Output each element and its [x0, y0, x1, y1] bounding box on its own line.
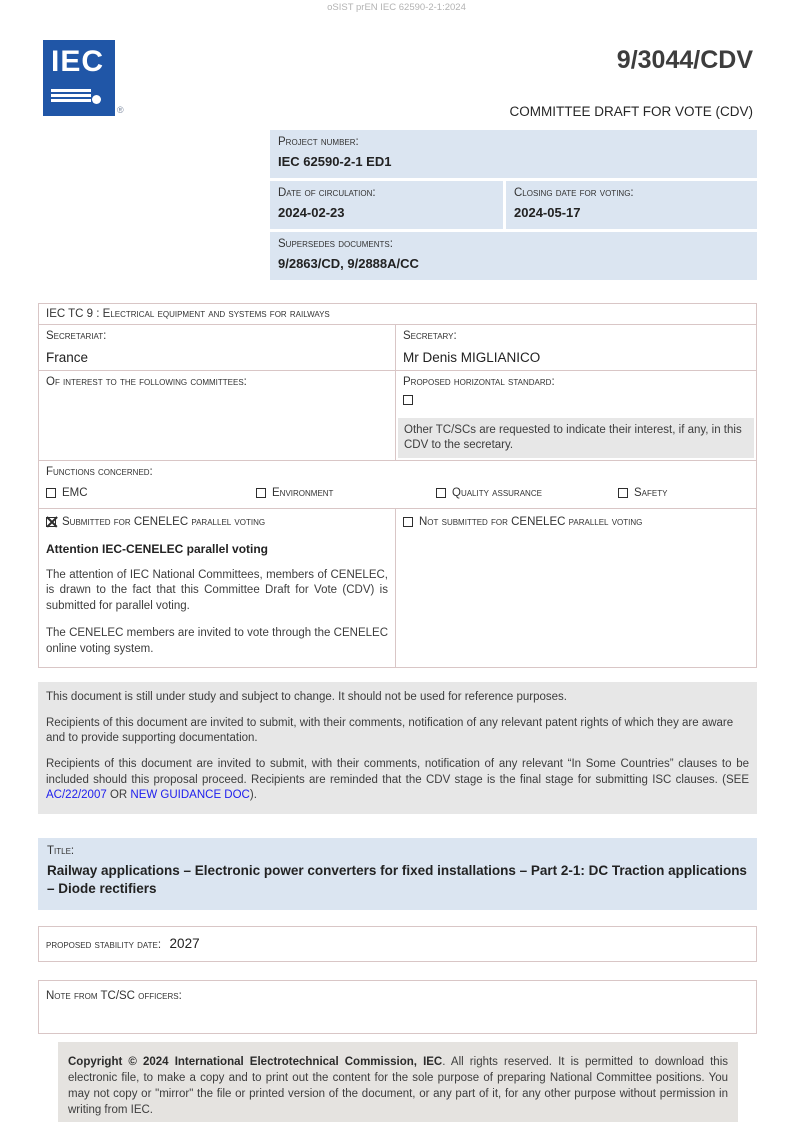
document-type-heading: COMMITTEE DRAFT FOR VOTE (CDV) [509, 104, 753, 119]
project-number-value: IEC 62590-2-1 ED1 [278, 154, 392, 169]
notice-paragraph-3 [46, 757, 749, 804]
environment-checkbox[interactable] [256, 488, 266, 498]
running-header: oSIST prEN IEC 62590-2-1:2024 [327, 2, 466, 13]
quality-assurance-checkbox[interactable] [436, 488, 446, 498]
registered-trademark-icon: ® [117, 105, 124, 115]
attention-heading: Attention IEC-CENELEC parallel voting [46, 541, 269, 556]
horizontal-standard-cell [396, 371, 756, 460]
emc-label: EMC [62, 486, 88, 499]
functions-row [39, 460, 756, 508]
copyright-text: . All rights reserved. It is permitted to download this electronic file, to make a copy and to print out the content for the sole purpose of preparing National Committee positions. You may not copy or "mirror" the file or printed version of the document, or any part of it, for any other purpose without permission in writing from IEC. [68, 1055, 728, 1117]
notice-box [38, 682, 757, 813]
iec-logo-lines-icon [51, 89, 103, 105]
iec-logo [43, 40, 115, 116]
closing-date-value: 2024-05-17 [514, 205, 581, 220]
submitted-label: Submitted for CENELEC parallel voting [62, 515, 266, 528]
supersedes-label: Supersedes documents: [278, 238, 393, 250]
interest-label: Of interest to the following committees: [46, 376, 247, 388]
secretariat-value: France [46, 350, 89, 365]
committee-name: IEC TC 9 : Electrical equipment and systems for railways [46, 308, 330, 320]
committee-table [38, 303, 757, 668]
notice-p3-or: OR [106, 789, 131, 802]
secretary-value: Mr Denis MIGLIANICO [403, 350, 541, 365]
secretariat-label: Secretariat: [46, 330, 107, 342]
date-of-circulation-value: 2024-02-23 [278, 205, 345, 220]
horizontal-standard-note: Other TC/SCs are requested to indicate their interest, if any, in this CDV to the secretary. [398, 418, 754, 458]
environment-label: Environment [272, 486, 334, 499]
function-safety [618, 487, 667, 499]
function-environment [256, 487, 436, 499]
quality-assurance-label: Quality assurance [452, 486, 542, 499]
not-submitted-label: Not submitted for CENELEC parallel voting [419, 515, 643, 528]
functions-label: Functions concerned: [46, 465, 153, 478]
interest-row [39, 370, 756, 460]
project-info-box [270, 130, 757, 280]
iec-logo-text: IEC [51, 45, 105, 78]
attention-paragraph-2: The CENELEC members are invited to vote through the CENELEC online voting system. [46, 627, 388, 655]
notice-p3-suffix: ). [249, 789, 257, 802]
secretary-label: Secretary: [403, 330, 457, 342]
supersedes-cell [270, 232, 757, 280]
new-guidance-doc-link[interactable]: NEW GUIDANCE DOC [130, 789, 250, 802]
title-box [38, 838, 757, 910]
submitted-checkbox[interactable] [46, 517, 56, 527]
project-number-cell [270, 130, 757, 178]
stability-date-box [38, 926, 757, 962]
date-of-circulation-cell [270, 181, 503, 229]
function-emc [46, 487, 256, 499]
secretariat-cell [39, 325, 396, 370]
attention-paragraph-1: The attention of IEC National Committees, members of CENELEC, is drawn to the fact that this Committee Draft for Vote (CDV) is submitted for parallel voting. [46, 568, 388, 612]
copyright-bold: Copyright © 2024 International Electrotechnical Commission, IEC [68, 1055, 443, 1068]
supersedes-value: 9/2863/CD, 9/2888A/CC [278, 256, 419, 271]
horizontal-standard-label: Proposed horizontal standard: [403, 376, 555, 388]
safety-label: Safety [634, 486, 668, 499]
submitted-cell [39, 509, 396, 668]
copyright-box [58, 1042, 738, 1122]
horizontal-standard-checkbox[interactable] [403, 395, 413, 405]
emc-checkbox[interactable] [46, 488, 56, 498]
note-label: Note from TC/SC officers: [46, 989, 182, 1002]
title-label: Title: [47, 844, 75, 857]
safety-checkbox[interactable] [618, 488, 628, 498]
closing-date-cell [506, 181, 757, 229]
content-area [38, 130, 757, 1122]
secretariat-row [39, 324, 756, 370]
document-number: 9/3044/CDV [616, 46, 753, 74]
date-of-circulation-label: Date of circulation: [278, 187, 376, 199]
secretary-cell [396, 325, 756, 370]
document-title: Railway applications – Electronic power converters for fixed installations – Part 2-1: DC Traction applications – Diode rectifiers [47, 862, 747, 896]
notice-p3-text: Recipients of this document are invited to submit, with their comments, notification of any relevant “In Some Countries” clauses to be included should this proposal proceed. Recipients are reminded that the CDV stage is the final stage for submitting ISC clauses. (SEE [46, 758, 749, 786]
interest-cell [39, 371, 396, 460]
note-box [38, 980, 757, 1034]
not-submitted-cell [396, 509, 756, 668]
function-quality-assurance [436, 487, 618, 499]
closing-date-label: Closing date for voting: [514, 187, 634, 199]
cenelec-row [39, 508, 756, 668]
ac-22-2007-link[interactable]: AC/22/2007 [46, 789, 107, 802]
notice-paragraph-1: This document is still under study and subject to change. It should not be used for reference purposes. [46, 691, 567, 704]
stability-date-value: 2027 [169, 935, 200, 951]
notice-paragraph-2: Recipients of this document are invited to submit, with their comments, notification of any relevant patent rights of which they are aware and to provide supporting documentation. [46, 716, 734, 745]
stability-date-label: proposed stability date: [46, 938, 162, 951]
project-number-label: Project number: [278, 136, 359, 148]
not-submitted-checkbox[interactable] [403, 517, 413, 527]
